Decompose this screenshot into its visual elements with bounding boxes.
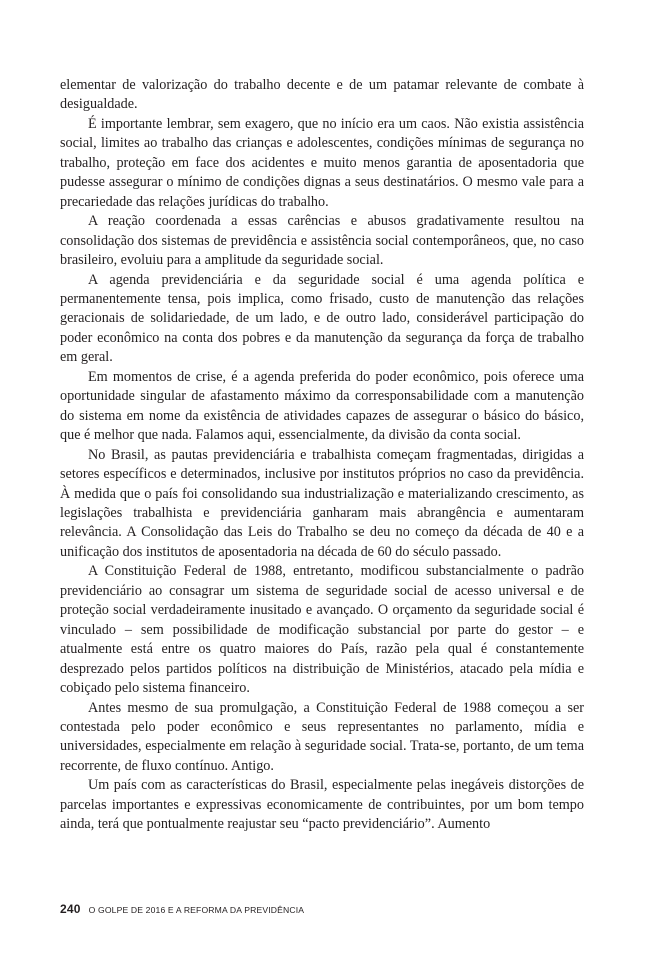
running-title: O GOLPE DE 2016 E A REFORMA DA PREVIDÊNCIA [88,905,305,915]
paragraph: A agenda previdenciária e da seguridade social é uma agenda política e permanentemente tensa, pois implica, como frisado, custo de manutenção das relações geracionais de solidariedade, de um lado, e de outro lado, considerável participação do poder econômico na conta dos pobres e da manutenção da segurança da força de trabalho em geral. [60,271,584,366]
paragraph: Antes mesmo de sua promulgação, a Constituição Federal de 1988 começou a ser contestada pelo poder econômico e seus representantes no parlamento, mídia e universidades, especialmente em relação à seguridade social. Trata-se, portanto, de um tema recorrente, de fluxo contínuo. Antigo. [60,699,584,774]
page-body [60,76,584,835]
paragraph: No Brasil, as pautas previdenciária e trabalhista começam fragmentadas, dirigidas a setores específicos e determinados, inclusive por institutos próprios no caso da previdência. À medida que o país foi consolidando sua industrialização e materializando crescimento, as legislações trabalhista e previdenciária ganharam mais abrangência e aumentaram relevância. A Consolidação das Leis do Trabalho se deu no começo da década de 40 e a unificação dos institutos de aposentadoria na década de 60 do século passado. [60,446,584,560]
paragraph: elementar de valorização do trabalho decente e de um patamar relevante de combate à desigualdade. [60,77,584,113]
page-number: 240 [60,902,81,916]
page-footer [60,902,304,916]
paragraph: É importante lembrar, sem exagero, que no início era um caos. Não existia assistência social, limites ao trabalho das crianças e adolescentes, condições mínimas de segurança no trabalho, proteção em face dos acidentes e muito menos garantia de aposentadoria que pudesse assegurar o mínimo de condições dignas a seus destinatários. O mesmo vale para a precariedade das relações jurídicas do trabalho. [60,115,584,210]
paragraph: A Constituição Federal de 1988, entretanto, modificou substancialmente o padrão previdenciário ao consagrar um sistema de seguridade social de acesso universal e de proteção social verdadeiramente inusitado e avançado. O orçamento da seguridade social é vinculado – sem possibilidade de modificação substancial por parte do gestor – e atualmente está entre os quatro maiores do País, razão pela qual é constantemente desprezado pelos partidos políticos na distribuição de Ministérios, atacado pela mídia e cobiçado pelo sistema financeiro. [60,563,584,697]
paragraph: Um país com as características do Brasil, especialmente pelas inegáveis distorções de parcelas importantes e expressivas economicamente de contribuintes, por um bom tempo ainda, terá que pontualmente reajustar seu “pacto previdenciário”. Aumento [60,777,584,833]
paragraph: A reação coordenada a essas carências e abusos gradativamente resultou na consolidação dos sistemas de previdência e assistência social contemporâneos, que, no caso brasileiro, evoluiu para a amplitude da seguridade social. [60,213,584,269]
paragraph: Em momentos de crise, é a agenda preferida do poder econômico, pois oferece uma oportunidade singular de afastamento máximo da corresponsabilidade com a manutenção do sistema em nome da existência de atividades capazes de assegurar o básico do básico, que é melhor que nada. Falamos aqui, essencialmente, da divisão da conta social. [60,368,584,444]
